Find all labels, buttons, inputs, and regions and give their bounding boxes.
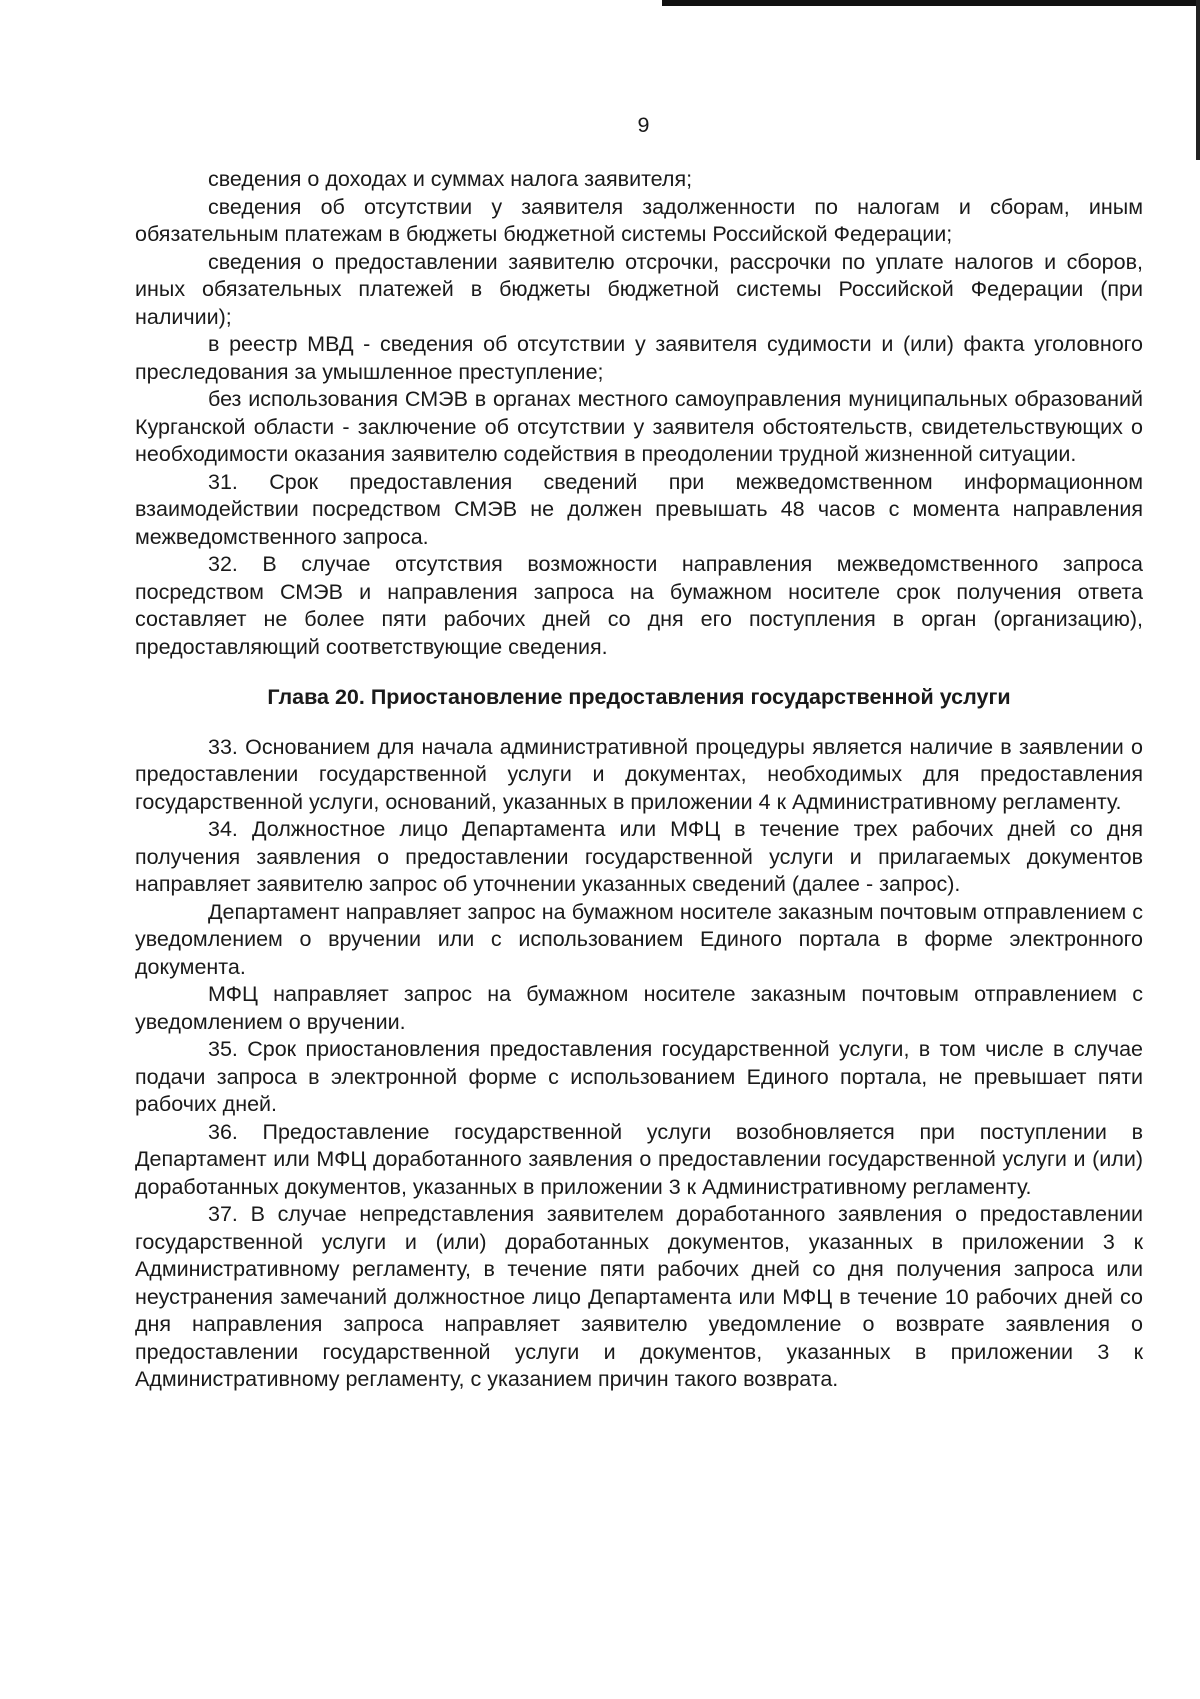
scan-edge-line: [662, 0, 1200, 6]
paragraph-37: 37. В случае непредставления заявителем доработанного заявления о предоставлении государственной услуги и (или) доработанных документов, указанных в приложении 3 к Административному регламенту, в течение пяти рабочих дней со дня получения запроса или неустранения замечаний должностное лицо Департамента или МФЦ в течение 10 рабочих дней со дня направления запроса направляет заявителю уведомление о возврате заявления о предоставлении государственной услуги и документов, указанных в приложении 3 к Административному регламенту, с указанием причин такого возврата.: [135, 1202, 1143, 1391]
document-body: [135, 166, 1143, 1394]
paragraph-mfc-request: МФЦ направляет запрос на бумажном носителе заказным почтовым отправлением с уведомлением о вручении.: [135, 982, 1143, 1034]
paragraph-no-tax-debt: сведения об отсутствии у заявителя задолженности по налогам и сборам, иным обязательным платежам в бюджеты бюджетной системы Российской Федерации;: [135, 194, 1143, 246]
paragraph-32: 32. В случае отсутствия возможности направления межведомственного запроса посредством СМЭВ и направления запроса на бумажном носителе срок получения ответа составляет не более пяти рабочих дней со дня его поступления в орган (организацию), предоставляющий соответствующие сведения.: [135, 552, 1143, 659]
paragraph-mvd-registry: в реестр МВД - сведения об отсутствии у заявителя судимости и (или) факта уголовного преследования за умышленное преступление;: [135, 332, 1143, 384]
paragraph-income-info: сведения о доходах и суммах налога заявителя;: [208, 167, 693, 191]
page-number: 9: [637, 113, 650, 137]
paragraph-33: 33. Основанием для начала административной процедуры является наличие в заявлении о предоставлении государственной услуги и документах, необходимых для предоставления государственной услуги, оснований, указанных в приложении 4 к Административному регламенту.: [135, 734, 1143, 814]
paragraph-tax-deferral: сведения о предоставлении заявителю отсрочки, рассрочки по уплате налогов и сборов, иных обязательных платежей в бюджеты бюджетной системы Российской Федерации (при наличии);: [135, 249, 1143, 329]
paragraph-36: 36. Предоставление государственной услуги возобновляется при поступлении в Департамент или МФЦ доработанного заявления о предоставлении государственной услуги и (или) доработанных документов, указанных в приложении 3 к Административному регламенту.: [135, 1119, 1143, 1199]
paragraph-34: 34. Должностное лицо Департамента или МФЦ в течение трех рабочих дней со дня получения заявления о предоставлении государственной услуги и прилагаемых документов направляет заявителю запрос об уточнении указанных сведений (далее - запрос).: [135, 817, 1143, 896]
chapter-heading: Глава 20. Приостановление предоставления государственной услуги: [267, 685, 1011, 709]
paragraph-31: 31. Срок предоставления сведений при межведомственном информационном взаимодействии посредством СМЭВ не должен превышать 48 часов с момента направления межведомственного запроса.: [135, 469, 1143, 549]
paragraph-department-request: Департамент направляет запрос на бумажном носителе заказным почтовым отправлением с уведомлением о вручении или с использованием Единого портала в форме электронного документа.: [135, 899, 1143, 979]
paragraph-local-government: без использования СМЭВ в органах местного самоуправления муниципальных образований Курганской области - заключение об отсутствии у заявителя обстоятельств, свидетельствующих о необходимости оказания заявителю содействия в преодолении трудной жизненной ситуации.: [135, 387, 1143, 466]
paragraph-35: 35. Срок приостановления предоставления государственной услуги, в том числе в случае подачи запроса в электронной форме с использованием Единого портала, не превышает пяти рабочих дней.: [135, 1037, 1143, 1116]
